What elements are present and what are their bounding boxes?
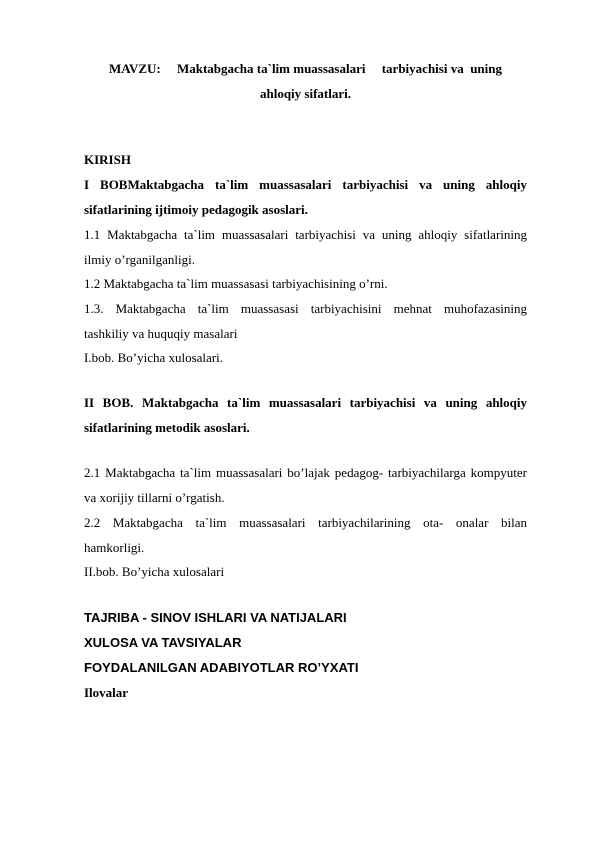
title-line-1: MAVZU: Maktabgacha ta`lim muassasalari tarbiyachisi va uning — [108, 61, 503, 76]
toc-section-2-2: 2.2 Maktabgacha ta`lim muassasalari tarbiyachilarining ota- onalar bilan — [84, 515, 527, 530]
toc-chapter-2-summary: II.bob. Bo’yicha xulosalari — [84, 564, 225, 579]
toc-chapter-1-summary: I.bob. Bo’yicha xulosalari. — [84, 350, 223, 365]
toc-foydalanilgan: FOYDALANILGAN ADABIYOTLAR RO’YXATI — [84, 660, 359, 675]
toc-chapter-1-heading: I BOBMaktabgacha ta`lim muassasalari tarbiyachisi va uning ahloqiy — [84, 177, 527, 192]
toc-ilovalar: Ilovalar — [84, 685, 129, 700]
toc-section-1-3-cont: tashkiliy va huquqiy masalari — [84, 326, 238, 341]
toc-section-1-1-cont: ilmiy o’rganilganligi. — [84, 252, 195, 267]
toc-chapter-1-heading-cont: sifatlarining ijtimoiy pedagogik asoslari. — [84, 202, 308, 217]
toc-xulosa: XULOSA VA TAVSIYALAR — [84, 635, 242, 650]
toc-chapter-2-heading-cont: sifatlarining metodik asoslari. — [84, 420, 250, 435]
title-line-2: ahloqiy sifatlari. — [259, 86, 351, 101]
toc-section-1-2: 1.2 Maktabgacha ta`lim muassasasi tarbiyachisining o’rni. — [84, 276, 388, 291]
toc-section-2-2-cont: hamkorligi. — [84, 540, 145, 555]
toc-section-1-3: 1.3. Maktabgacha ta`lim muassasasi tarbiyachisini mehnat muhofazasining — [84, 301, 527, 316]
toc-kirish: KIRISH — [84, 152, 131, 167]
toc-section-2-1: 2.1 Maktabgacha ta`lim muassasalari bo’lajak pedagog- tarbiyachilarga kompyuter — [84, 465, 527, 480]
toc-section-1-1: 1.1 Maktabgacha ta`lim muassasalari tarbiyachisi va uning ahloqiy sifatlarining — [84, 227, 527, 242]
toc-chapter-2-heading: II BOB. Maktabgacha ta`lim muassasalari tarbiyachisi va uning ahloqiy — [84, 395, 527, 410]
toc-section-2-1-cont: va xorijiy tillarni o’rgatish. — [84, 490, 225, 505]
toc-tajriba: TAJRIBA - SINOV ISHLARI VA NATIJALARI — [84, 610, 347, 625]
